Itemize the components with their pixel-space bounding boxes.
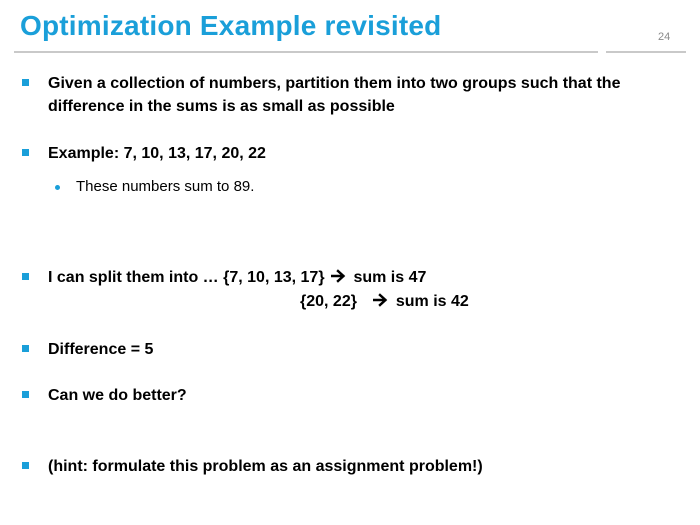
right-arrow-icon [331,269,346,283]
bullet-6: (hint: formulate this problem as an assignment problem!) [48,458,483,475]
bullet-marker [22,273,29,280]
bullet-2: Example: 7, 10, 13, 17, 20, 22 [48,145,266,162]
slide-title: Optimization Example revisited [20,10,442,41]
right-arrow-icon [373,293,388,307]
split-sum-2: sum is 42 [395,293,469,310]
bullet-1-line-1: Given a collection of numbers, partition them into two groups such that the [48,75,621,92]
split-group-1: I can split them into … {7, 10, 13, 17} [48,269,325,286]
title-divider-right [606,51,686,53]
title-divider [14,51,598,53]
bullet-3-line-2 [300,292,469,312]
split-sum-1: sum is 47 [353,269,427,286]
sub-bullet-sum: These numbers sum to 89. [76,178,255,195]
bullet-marker [22,149,29,156]
sub-bullet-marker [55,185,60,190]
bullet-marker [22,462,29,469]
bullet-marker [22,345,29,352]
bullet-3-line-1 [48,268,426,288]
bullet-marker [22,79,29,86]
bullet-marker [22,391,29,398]
bullet-4: Difference = 5 [48,341,154,358]
page-number: 24 [658,31,671,43]
bullet-5: Can we do better? [48,387,187,404]
bullet-1-line-2: difference in the sums is as small as possible [48,98,395,115]
split-group-2: {20, 22} [300,293,357,310]
